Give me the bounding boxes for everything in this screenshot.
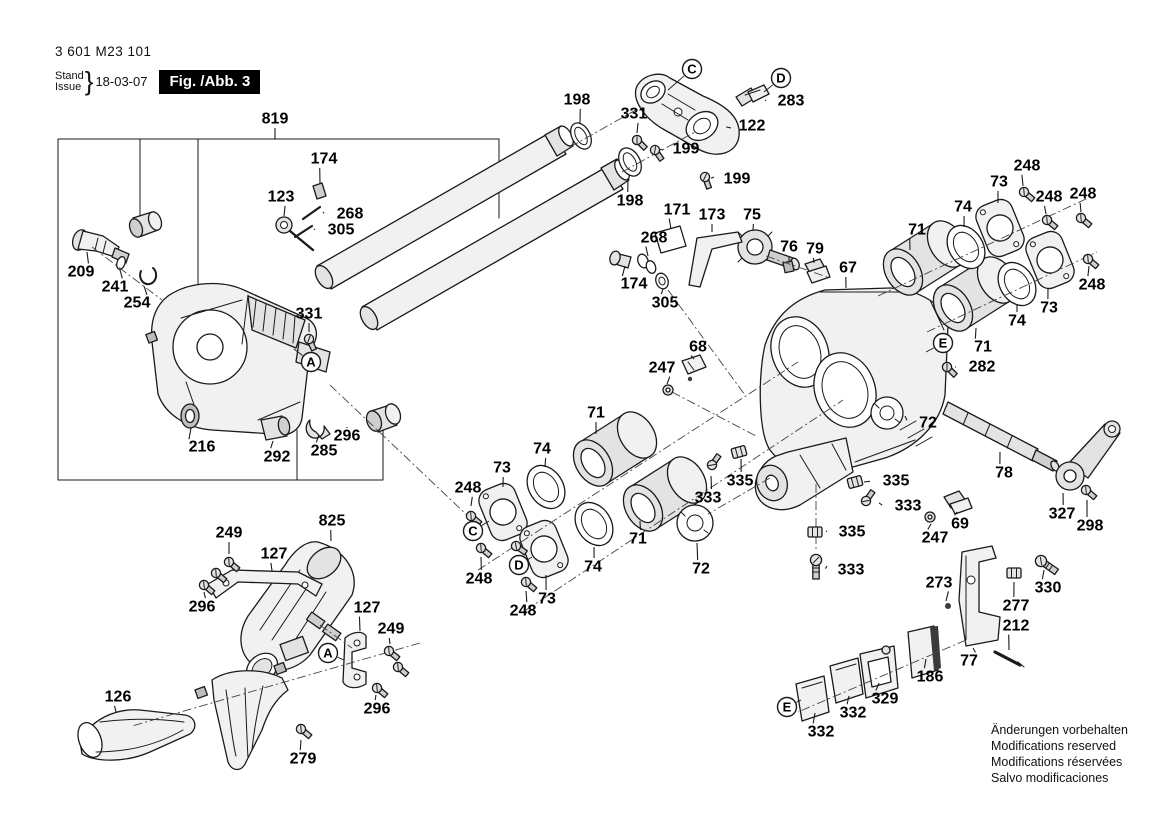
- part-label-199: 199: [723, 170, 751, 188]
- part-label-247: 247: [921, 529, 949, 547]
- part-label-332: 332: [807, 723, 835, 741]
- leader-line: [526, 591, 527, 602]
- leader-line: [660, 149, 663, 150]
- part-label-335: 335: [726, 472, 754, 490]
- pad-332-b: [796, 676, 829, 721]
- part-label-296: 296: [188, 598, 216, 616]
- leader-line: [323, 212, 324, 213]
- leader-line: [87, 252, 88, 263]
- part-label-74: 74: [533, 440, 551, 458]
- leader-line: [359, 617, 360, 631]
- leader-line: [300, 740, 301, 750]
- brace-glyph: }: [84, 66, 94, 96]
- part-label-296: 296: [363, 700, 391, 718]
- part-label-248: 248: [454, 479, 482, 497]
- pin-305-left: [295, 226, 312, 237]
- part-label-333: 333: [694, 489, 722, 507]
- stand-issue-label: Stand Issue: [55, 69, 84, 93]
- snap-ring-254: [140, 268, 156, 284]
- part-label-248: 248: [465, 570, 493, 588]
- part-label-127: 127: [260, 545, 288, 563]
- leader-line: [1042, 570, 1044, 579]
- part-label-72: 72: [919, 414, 937, 432]
- part-label-248: 248: [1013, 157, 1041, 175]
- ref-letter-D: D: [776, 70, 786, 86]
- part-label-329: 329: [871, 690, 899, 708]
- part-label-67: 67: [839, 259, 857, 277]
- leader-line: [471, 497, 472, 506]
- part-label-248: 248: [509, 602, 537, 620]
- part-label-277: 277: [1002, 597, 1030, 615]
- part-label-199: 199: [672, 140, 700, 158]
- leader-line: [115, 706, 116, 712]
- part-label-327: 327: [1048, 505, 1076, 523]
- leader-line: [545, 458, 546, 467]
- part-label-249: 249: [377, 620, 405, 638]
- part-label-75: 75: [743, 206, 761, 224]
- part-label-249: 249: [215, 524, 243, 542]
- part-label-77: 77: [960, 652, 978, 670]
- part-label-333: 333: [894, 497, 922, 515]
- ref-letter-C: C: [468, 523, 478, 539]
- part-label-283: 283: [777, 92, 805, 110]
- pin-174-left: [313, 183, 326, 199]
- part-label-73: 73: [990, 173, 1008, 191]
- leader-line: [1088, 266, 1089, 276]
- shaft-78: [943, 402, 1061, 473]
- part-label-248: 248: [1069, 185, 1097, 203]
- part-label-296: 296: [333, 427, 361, 445]
- part-label-254: 254: [123, 294, 151, 312]
- part-label-126: 126: [104, 688, 132, 706]
- modification-note-line: Modifications reserved: [991, 739, 1117, 753]
- leader-line: [975, 328, 976, 339]
- bracket-77: [959, 546, 1000, 646]
- leader-line: [765, 100, 766, 101]
- part-label-282: 282: [968, 358, 996, 376]
- part-label-72: 72: [692, 560, 710, 578]
- leader-line: [864, 481, 870, 482]
- part-label-819: 819: [261, 110, 289, 128]
- leader-line: [637, 123, 638, 133]
- part-label-73: 73: [538, 590, 556, 608]
- leader-line: [669, 219, 671, 229]
- part-label-305: 305: [651, 294, 679, 312]
- leader-line: [646, 247, 648, 256]
- part-label-79: 79: [806, 240, 824, 258]
- leader-line: [711, 177, 714, 178]
- model-number: 3 601 M23 101: [55, 44, 152, 59]
- nozzle-126: [74, 710, 195, 761]
- part-label-71: 71: [908, 221, 926, 239]
- leader-line: [389, 638, 390, 644]
- part-label-279: 279: [289, 750, 317, 768]
- part-label-78: 78: [995, 464, 1013, 482]
- leader-line: [622, 266, 625, 276]
- clip-283: [736, 85, 769, 106]
- part-label-123: 123: [267, 188, 295, 206]
- part-label-209: 209: [67, 263, 95, 281]
- leader-line: [826, 531, 827, 532]
- part-label-186: 186: [916, 668, 944, 686]
- part-label-127: 127: [353, 599, 381, 617]
- figure-number-box: Fig. /Abb. 3: [159, 70, 260, 94]
- leader-line: [661, 289, 663, 294]
- leader-line: [120, 270, 122, 278]
- leader-line: [271, 563, 272, 571]
- lever-173: [689, 232, 742, 287]
- leader-line: [1080, 203, 1081, 212]
- part-label-825: 825: [318, 512, 346, 530]
- bushing-upper: [127, 210, 164, 239]
- clip-69: [944, 491, 972, 514]
- leader-line: [1044, 206, 1046, 214]
- rod-212: [995, 652, 1024, 667]
- clip-123: [276, 217, 313, 250]
- part-label-212: 212: [1002, 617, 1030, 635]
- part-label-292: 292: [263, 448, 291, 466]
- leader-line: [1022, 175, 1023, 186]
- leader-line: [946, 591, 948, 601]
- modification-note-line: Modifications réservées: [991, 755, 1123, 769]
- part-label-68: 68: [689, 338, 707, 356]
- part-label-73: 73: [1040, 299, 1058, 317]
- issue-date: 18-03-07: [95, 74, 148, 89]
- modification-note-line: Änderungen vorbehalten: [991, 723, 1128, 737]
- part-label-71: 71: [974, 338, 992, 356]
- part-label-74: 74: [954, 198, 972, 216]
- ref-letter-C: C: [687, 61, 697, 77]
- part-label-71: 71: [629, 530, 647, 548]
- washer-72-center: [677, 505, 713, 541]
- leader-line: [697, 543, 698, 560]
- washer-305-mid: [654, 271, 671, 290]
- housing-67: [752, 288, 948, 510]
- part-label-74: 74: [584, 558, 602, 576]
- part-label-74: 74: [1008, 312, 1026, 330]
- ref-letter-E: E: [782, 699, 792, 715]
- part-label-71: 71: [587, 404, 605, 422]
- part-label-333: 333: [837, 561, 865, 579]
- part-label-198: 198: [563, 91, 591, 109]
- leader-line: [144, 286, 147, 295]
- part-label-335: 335: [882, 472, 910, 490]
- leader-line: [314, 229, 315, 230]
- part-label-331: 331: [620, 105, 648, 123]
- pin-273: [945, 603, 951, 609]
- leader-line: [375, 695, 376, 700]
- bushing-right: [364, 402, 403, 434]
- leader-line: [825, 566, 827, 569]
- bushing-216: [181, 404, 199, 428]
- ref-letter-A: A: [323, 645, 333, 661]
- leader-line: [813, 258, 814, 263]
- bolt-174-mid: [608, 250, 631, 268]
- part-label-330: 330: [1034, 579, 1062, 597]
- part-label-298: 298: [1076, 517, 1104, 535]
- leader-line: [711, 476, 712, 489]
- part-label-122: 122: [738, 117, 766, 135]
- lever-327: [1056, 421, 1120, 490]
- part-label-273: 273: [925, 574, 953, 592]
- part-label-73: 73: [493, 459, 511, 477]
- leader-line: [284, 206, 285, 216]
- sleeve-292: [261, 416, 291, 440]
- modification-note-line: Salvo modificaciones: [991, 771, 1109, 785]
- part-label-174: 174: [620, 275, 648, 293]
- part-label-248: 248: [1035, 188, 1063, 206]
- part-label-171: 171: [663, 201, 691, 219]
- ref-letter-D: D: [514, 557, 524, 573]
- part-label-216: 216: [188, 438, 216, 456]
- part-label-247: 247: [648, 359, 676, 377]
- ref-letter-E: E: [938, 335, 948, 351]
- leader-line: [667, 377, 670, 384]
- part-label-76: 76: [780, 238, 798, 256]
- part-label-198: 198: [616, 192, 644, 210]
- chute-shield: [195, 663, 288, 770]
- pin-268-left: [303, 207, 320, 219]
- ref-letter-A: A: [306, 354, 316, 370]
- part-label-331: 331: [295, 305, 323, 323]
- part-label-268: 268: [640, 229, 668, 247]
- part-label-174: 174: [310, 150, 338, 168]
- part-label-305: 305: [327, 221, 355, 239]
- leader-line: [271, 441, 273, 448]
- part-label-248: 248: [1078, 276, 1106, 294]
- leader-line: [338, 657, 344, 660]
- part-label-268: 268: [336, 205, 364, 223]
- clip-79: [805, 259, 830, 283]
- leader-line: [879, 503, 882, 505]
- part-label-69: 69: [951, 515, 969, 533]
- leader-line: [204, 592, 205, 598]
- washer-72-right: [871, 397, 903, 429]
- part-label-285: 285: [310, 442, 338, 460]
- part-label-241: 241: [101, 278, 129, 296]
- part-label-335: 335: [838, 523, 866, 541]
- part-label-173: 173: [698, 206, 726, 224]
- part-label-332: 332: [839, 704, 867, 722]
